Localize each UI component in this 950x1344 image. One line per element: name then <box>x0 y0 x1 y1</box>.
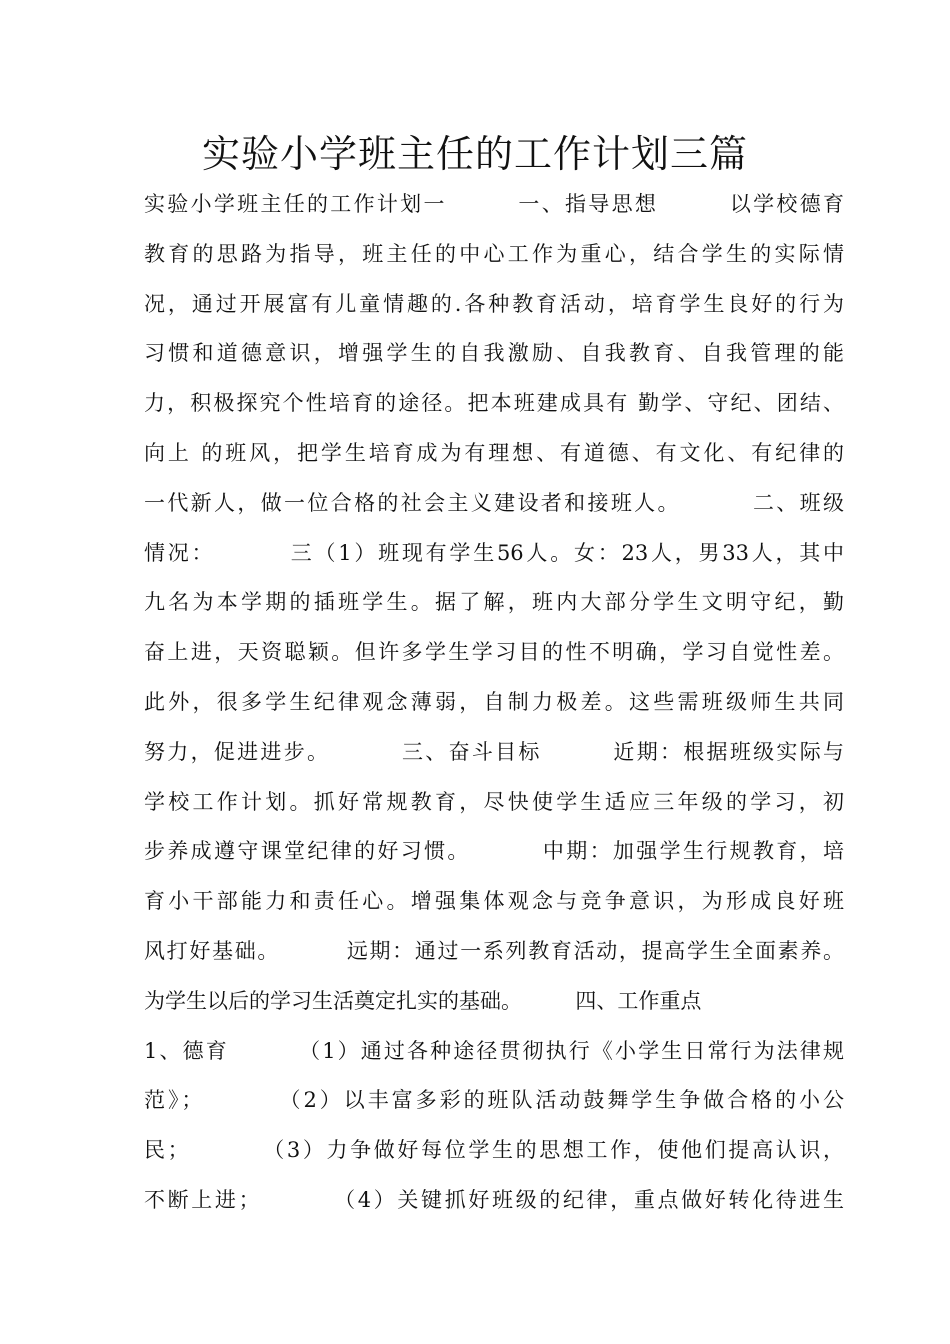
body-line: 一代新人，做一位合格的社会主义建设者和接班人。 二、班级 <box>144 490 844 515</box>
body-line: 实验小学班主任的工作计划一 一、指导思想 以学校德育 <box>144 192 844 216</box>
body-line: 范》； （2）以丰富多彩的班队活动鼓舞学生争做合格的小公 <box>144 1088 844 1113</box>
body-line: 民； （3）力争做好每位学生的思想工作，使他们提高认识， <box>144 1138 844 1163</box>
body-line: 此外，很多学生纪律观念薄弱，自制力极差。这些需班级师生共同 <box>144 689 844 714</box>
body-line: 1、德育 （1）通过各种途径贯彻执行《小学生日常行为法律规 <box>144 1038 844 1063</box>
body-line: 步养成遵守课堂纪律的好习惯。 中期：加强学生行规教育，培 <box>144 839 844 864</box>
body-line: 育小干部能力和责任心。增强集体观念与竞争意识，为形成良好班 <box>144 889 844 914</box>
body-line: 不断上进； （4）关键抓好班级的纪律，重点做好转化待进生 <box>144 1187 844 1212</box>
body-line: 奋上进，天资聪颖。但许多学生学习目的性不明确，学习自觉性差。 <box>144 640 844 665</box>
document-title: 实验小学班主任的工作计划三篇 <box>201 132 748 176</box>
body-line: 学校工作计划。抓好常规教育，尽快使学生适应三年级的学习，初 <box>144 789 844 814</box>
body-line: 情况： 三（1）班现有学生56人。女：23人，男33人，其中 <box>144 540 844 565</box>
body-line: 况，通过开展富有儿童情趣的.各种教育活动，培育学生良好的行为 <box>144 291 844 316</box>
body-line: 习惯和道德意识，增强学生的自我激励、自我教育、自我管理的能 <box>144 341 844 366</box>
body-line: 力，积极探究个性培育的途径。把本班建成具有 勤学、守纪、团结、 <box>144 391 844 416</box>
body-line: 风打好基础。 远期：通过一系列教育活动，提高学生全面素养。 <box>144 938 844 963</box>
document-body <box>144 180 844 1226</box>
body-line: 为学生以后的学习生活奠定扎实的基础。 四、工作重点 <box>144 988 702 1013</box>
body-line: 努力，促进进步。 三、奋斗目标 近期：根据班级实际与 <box>144 739 844 764</box>
body-line: 向上 的班风，把学生培育成为有理想、有道德、有文化、有纪律的 <box>144 440 844 465</box>
body-line: 教育的思路为指导，班主任的中心工作为重心，结合学生的实际情 <box>144 241 844 266</box>
body-line: 九名为本学期的插班学生。据了解，班内大部分学生文明守纪，勤 <box>144 590 844 615</box>
